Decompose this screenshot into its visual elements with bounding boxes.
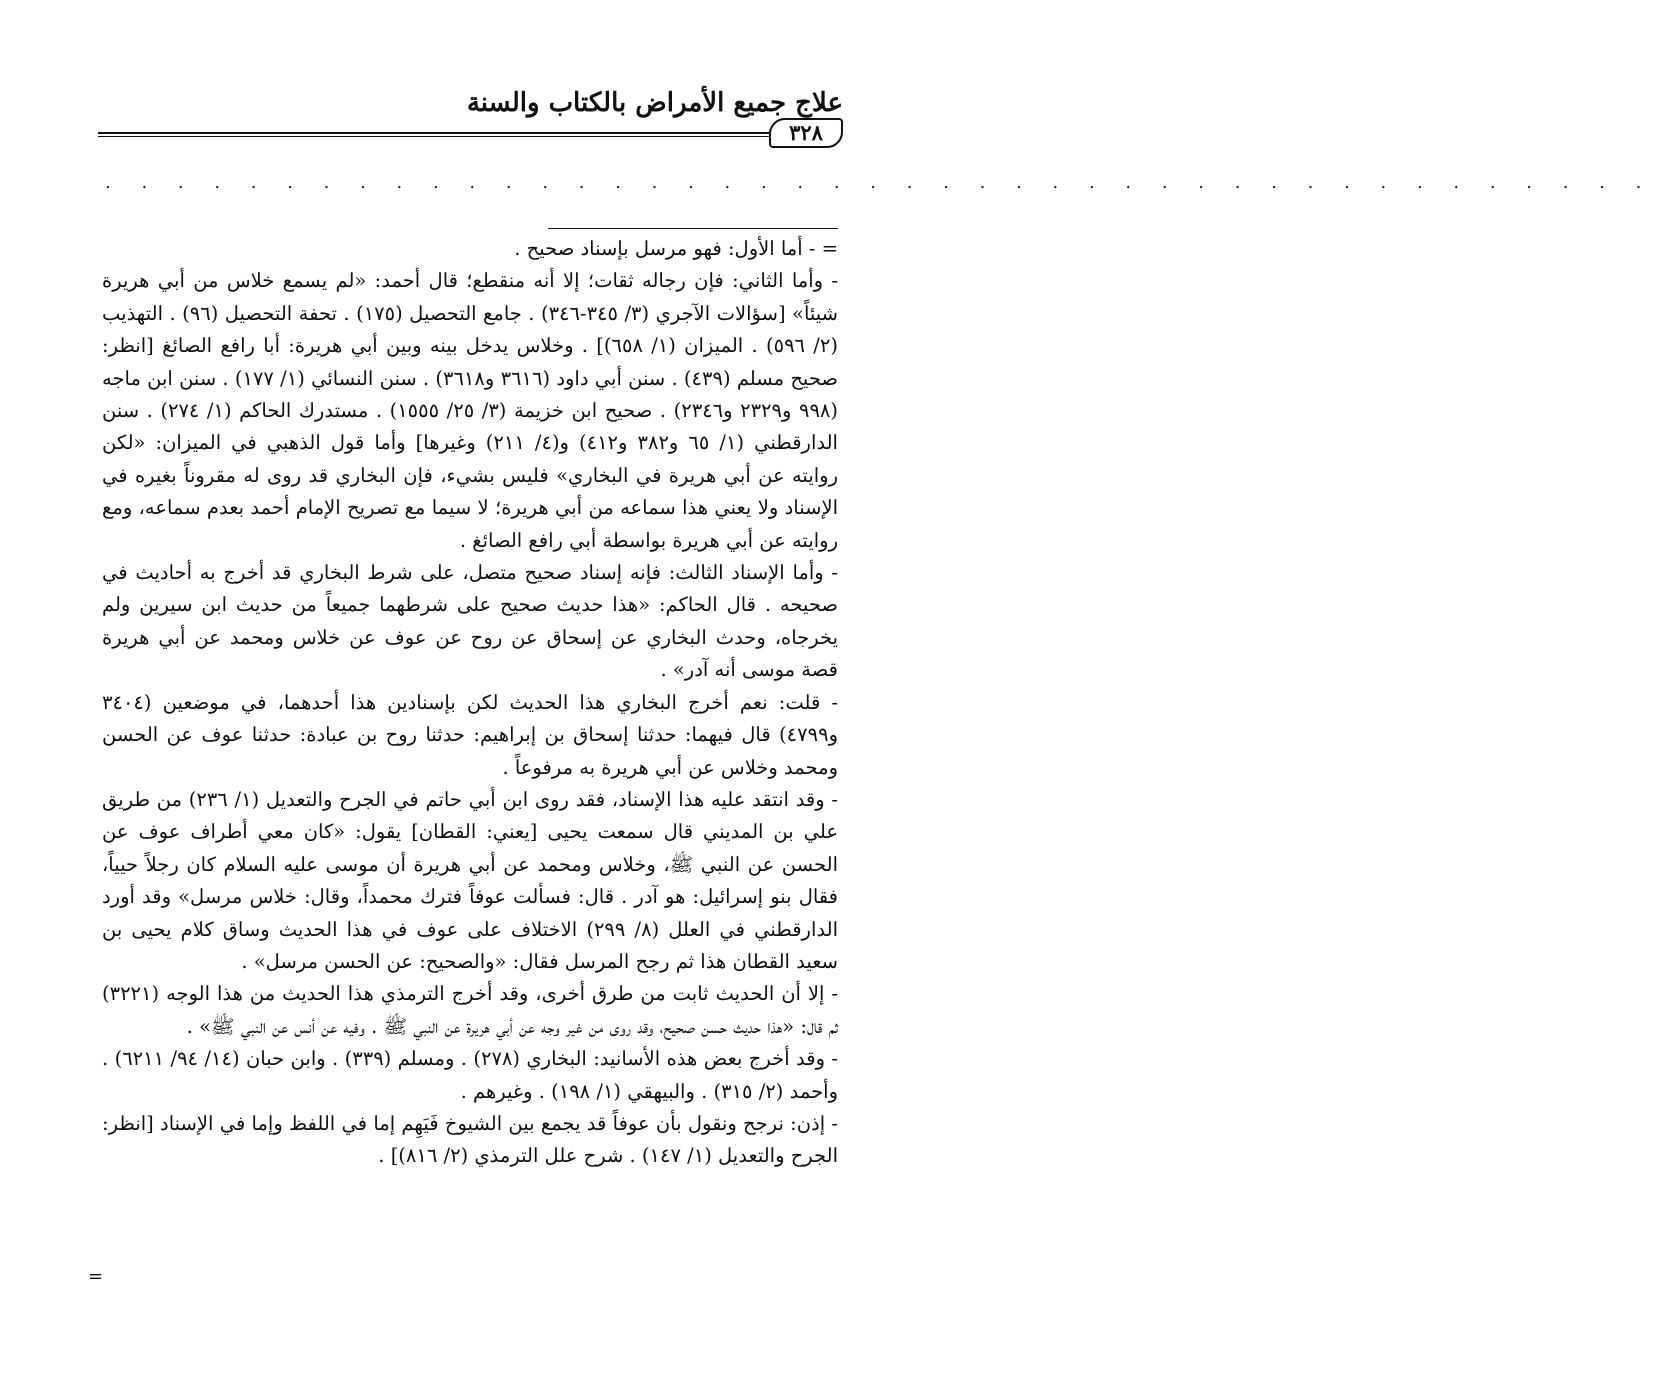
header-rule [98, 132, 769, 137]
paragraph: - إذن: نرجح ونقول بأن عوفاً قد يجمع بين الشيوخ فَيَهِم إما في اللفظ وإما في الإسناد [انظر: الجرح والتعديل (١/ ١٤٧) . شرح علل الترمذي (٢/ ٨١٦)] . [102, 1111, 838, 1168]
dotted-separator: . . . . . . . . . . . . . . . . . . . . . . . . . . . . . . . . . . . . . . . . . . . [105, 172, 1654, 193]
paragraph: - وأما الإسناد الثالث: فإنه إسناد صحيح متصل، على شرط البخاري قد أخرج به أحاديث في صحيحه . قال الحاكم: «هذا حديث صحيح على شرطهما جميعاً من حديث ابن سيرين ولم يخرجاه، وحدث البخاري عن إسحاق عن روح عن عوف عن خلاس ومحمد عن أبي هريرة قصة موسى أنه آدر» . [102, 561, 838, 682]
paragraph: - إلا أن الحديث ثابت من طرق أخرى، وقد أخرج الترمذي هذا الحديث من هذا الوجه (٣٢٢١) ثم قال: «هذا حديث حسن صحيح، وقد روى من غير وجه عن أبي هريرة عن النبي ﷺ . وفيه عن أنس عن النبي ﷺ» . [102, 982, 838, 1038]
page-number: ٣٢٨ [769, 118, 843, 148]
continuation-mark: = [88, 1266, 104, 1287]
paragraph: - وقد أخرج بعض هذه الأسانيد: البخاري (٢٧٨) . ومسلم (٣٣٩) . وابن حبان (١٤/ ٩٤/ ٦٢١١) . وأحمد (٢/ ٣١٥) . والبيهقي (١/ ١٩٨) . وغيرهم . [102, 1047, 838, 1103]
footnote-body [102, 233, 838, 1173]
paragraph: - قلت: نعم أخرج البخاري هذا الحديث لكن بإسنادين هذا أحدهما، في موضعين (٣٤٠٤ و٤٧٩٩) قال فيهما: حدثنا إسحاق بن إبراهيم: حدثنا روح بن عبادة: حدثنا عوف عن الحسن ومحمد وخلاس عن أبي هريرة به مرفوعاً . [102, 690, 838, 779]
paragraph: - وأما الثاني: فإن رجاله ثقات؛ إلا أنه منقطع؛ قال أحمد: «لم يسمع خلاس من أبي هريرة شيئاً» [سؤالات الآجري (٣/ ٣٤٥-٣٤٦) . جامع التحصيل (١٧٥) . تحفة التحصيل (٩٦) . التهذيب (٢/ ٥٩٦) . الميزان (١/ ٦٥٨)] . وخلاس يدخل بينه وبين أبي هريرة: أبا رافع الصائغ [انظر: صحيح مسلم (٤٣٩) . سنن أبي داود (٣٦١٦ و٣٦١٨) . سنن النسائي (١/ ١٧٧) . سنن ابن ماجه (٩٩٨ و٢٣٢٩ و٢٣٤٦) . صحيح ابن خزيمة (٣/ ٢٥/ ١٥٥٥) . مستدرك الحاكم (١/ ٢٧٤) . سنن الدارقطني (١/ ٦٥ و٣٨٢ و٤١٢) و(٤/ ٢١١) وغيرها] وأما قول الذهبي في الميزان: «لكن روايته عن أبي هريرة في البخاري» فليس بشيء، فإن البخاري قد روى له مقروناً بغيره في الإسناد ولا يعني هذا سماعه من أبي هريرة؛ لا سيما مع تصريح الإمام أحمد بعدم سماعه، ومع روايته عن أبي هريرة بواسطة أبي رافع الصائغ . [102, 269, 838, 552]
paragraph: - وقد انتقد عليه هذا الإسناد، فقد روى ابن أبي حاتم في الجرح والتعديل (١/ ٢٣٦) من طريق علي بن المديني قال سمعت يحيى [يعني: القطان] يقول: «كان معي أطراف عوف عن الحسن عن النبي ﷺ، وخلاس ومحمد عن أبي هريرة أن موسى عليه السلام كان رجلاً حيياً، فقال بنو إسرائيل: هو آدر . قال: فسألت عوفاً فترك محمداً، وقال: خلاس مرسل» وقد أورد الدارقطني في العلل (٨/ ٢٩٩) الاختلاف على عوف في هذا الحديث وساق كلام يحيى بن سعيد القطان هذا ثم رجح المرسل فقال: «والصحيح: عن الحسن مرسل» . [102, 787, 838, 973]
running-title: علاج جميع الأمراض بالكتاب والسنة [466, 88, 843, 118]
footnote-rule [548, 228, 838, 229]
page-header [98, 88, 843, 148]
paragraph: = - أما الأول: فهو مرسل بإسناد صحيح . [514, 237, 838, 260]
